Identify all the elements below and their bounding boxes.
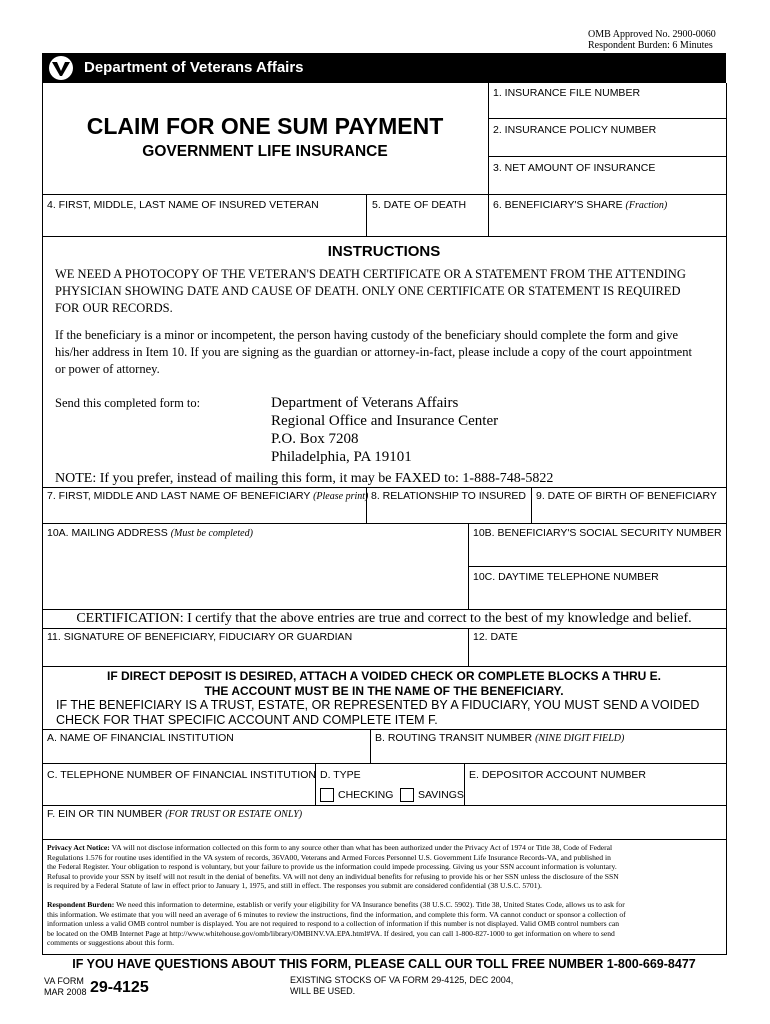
privacy-line: Regulations 1.576 for routine uses identified in the VA system of records, 36VA00, Veterans and Armed Forces Personnel U.S. Government Life Insurance Records-VA, and published in [47, 852, 611, 862]
burden-line: comments or suggestions about this form. [47, 938, 174, 948]
respondent-burden-label: Respondent Burden: [47, 900, 115, 909]
burden-line: We need this information to determine, establish or verify your eligibility for VA Insurance benefits (38 U.S.C. 5902). Title 38, United States Code, allows us to ask for [116, 900, 625, 909]
deposit-fiduciary-note [56, 698, 699, 728]
instr-line: FOR OUR RECORDS. [55, 301, 173, 315]
privacy-act-notice [47, 843, 727, 891]
financial-institution-field[interactable]: A. NAME OF FINANCIAL INSTITUTION [47, 732, 234, 744]
privacy-line: VA will not disclose information collected on this form to any source other than what has been authorized under the Privacy Act of 1974 or Title 38, Code of Federal [111, 843, 613, 852]
beneficiary-dob-field[interactable]: 9. DATE OF BIRTH OF BENEFICIARY [536, 490, 717, 502]
bank-phone-field[interactable]: C. TELEPHONE NUMBER OF FINANCIAL INSTITUTION [47, 769, 316, 781]
deposit-line-3: IF THE BENEFICIARY IS A TRUST, ESTATE, OR REPRESENTED BY A FIDUCIARY, YOU MUST SEND A VOIDED [56, 698, 700, 712]
deposit-line-1: IF DIRECT DEPOSIT IS DESIRED, ATTACH A VOIDED CHECK OR COMPLETE BLOCKS A THRU E. [106, 669, 662, 683]
instr-line: PHYSICIAN SHOWING DATE AND CAUSE OF DEATH. ONLY ONE CERTIFICATE OR STATEMENT IS REQUIRED [55, 284, 681, 298]
existing-stocks-note [290, 975, 513, 997]
checking-option[interactable] [320, 788, 393, 802]
veteran-name-field[interactable]: 4. FIRST, MIDDLE, LAST NAME OF INSURED VETERAN [47, 199, 319, 211]
instr-line: WE NEED A PHOTOCOPY OF THE VETERAN'S DEATH CERTIFICATE OR A STATEMENT FROM THE ATTENDING [55, 267, 686, 281]
form-date: MAR 2008 [44, 987, 87, 997]
signature-field[interactable]: 11. SIGNATURE OF BENEFICIARY, FIDUCIARY OR GUARDIAN [47, 631, 353, 643]
certification-text: CERTIFICATION: I certify that the above entries are true and correct to the best of my knowledge and belief. [76, 611, 692, 626]
burden-line: be located on the OMB Internet Page at http://www.whitehouse.gov/omb/library/OMBINV.VA.EPA.html#VA. If desired, you can call 1-800-827-1000 to get information on where to send [47, 928, 615, 938]
instr-line: or power of attorney. [55, 362, 160, 376]
routing-number-field[interactable] [375, 732, 624, 744]
beneficiary-name-field[interactable] [47, 490, 368, 502]
toll-free-notice: IF YOU HAVE QUESTIONS ABOUT THIS FORM, PLEASE CALL OUR TOLL FREE NUMBER 1-800-669-8477 [72, 957, 696, 971]
signature-date-field[interactable]: 12. DATE [473, 631, 518, 643]
mailing-address-note: (Must be completed) [170, 528, 253, 539]
send-label: Send this completed form to: [55, 396, 201, 410]
instructions-para-1 [55, 266, 686, 317]
routing-number-note: (NINE DIGIT FIELD) [535, 733, 625, 744]
address-line: Philadelphia, PA 19101 [271, 449, 412, 465]
account-type-label: D. TYPE [320, 769, 361, 781]
date-of-death-field[interactable]: 5. DATE OF DEATH [372, 199, 467, 211]
burden-line: this information. We estimate that you will need an average of 6 minutes to review the instructions, find the information, and complete this form. VA cannot conduct or sponsor a collection of [47, 909, 626, 919]
beneficiary-share-field[interactable] [493, 199, 667, 211]
respondent-burden-notice [47, 900, 727, 948]
privacy-line: Refusal to provide your SSN by itself will not result in the denial of benefits. VA will not deny an individual benefits for refusing to provide his or her SSN unless the disclosure of the SSN [47, 871, 619, 881]
instructions-heading: INSTRUCTIONS [327, 243, 441, 260]
net-amount-field[interactable]: 3. NET AMOUNT OF INSURANCE [493, 162, 656, 174]
form-title: CLAIM FOR ONE SUM PAYMENT [86, 113, 444, 139]
agency-name: Department of Veterans Affairs [84, 59, 304, 76]
mailing-address [271, 394, 498, 466]
form-subtitle: GOVERNMENT LIFE INSURANCE [142, 143, 388, 160]
ein-tin-label: F. EIN OR TIN NUMBER [47, 808, 163, 820]
form-id-block [44, 976, 87, 998]
stocks-line-2: WILL BE USED. [290, 986, 356, 996]
insurance-file-number-field[interactable]: 1. INSURANCE FILE NUMBER [493, 87, 641, 99]
beneficiary-name-label: 7. FIRST, MIDDLE AND LAST NAME OF BENEFICIARY [47, 490, 311, 502]
va-seal-icon [46, 55, 76, 81]
beneficiary-share-label: 6. BENEFICIARY'S SHARE [493, 199, 623, 211]
address-line: Regional Office and Insurance Center [271, 413, 499, 429]
insurance-policy-number-field[interactable]: 2. INSURANCE POLICY NUMBER [493, 124, 657, 136]
privacy-line: the Federal Register. Your obligation to respond is voluntary, but your failure to provide us the information could impede processing. Giving us your SSN account information is voluntary. [47, 862, 617, 872]
address-line: P.O. Box 7208 [271, 431, 359, 447]
omb-approved: OMB Approved No. 2900-0060 [588, 29, 716, 40]
form-frame [42, 83, 727, 955]
daytime-phone-field[interactable]: 10C. DAYTIME TELEPHONE NUMBER [473, 571, 659, 583]
relationship-field[interactable]: 8. RELATIONSHIP TO INSURED [371, 490, 527, 502]
deposit-line-2: THE ACCOUNT MUST BE IN THE NAME OF THE BENEFICIARY. [204, 684, 564, 698]
mailing-address-field[interactable] [47, 527, 253, 539]
instructions-para-2 [55, 327, 692, 378]
savings-checkbox[interactable] [400, 788, 414, 802]
routing-number-label: B. ROUTING TRANSIT NUMBER [375, 732, 533, 744]
omb-burden: Respondent Burden: 6 Minutes [588, 40, 713, 51]
header-bar [42, 53, 726, 83]
ein-tin-field[interactable] [47, 808, 302, 820]
burden-line: information unless a valid OMB control number is displayed. You are not required to respond to a collection of information if this number is not displayed. Valid OMB control numbers can [47, 919, 620, 929]
ein-tin-note: (FOR TRUST OR ESTATE ONLY) [165, 809, 303, 820]
instr-line: If the beneficiary is a minor or incompetent, the person having custody of the beneficiary should complete the form and give [55, 328, 679, 342]
stocks-line-1: EXISTING STOCKS OF VA FORM 29-4125, DEC 2004, [290, 975, 514, 985]
ssn-field[interactable]: 10B. BENEFICIARY'S SOCIAL SECURITY NUMBER [473, 527, 722, 539]
va-form-label: VA FORM [44, 976, 84, 986]
savings-option[interactable] [400, 788, 464, 802]
mailing-address-label: 10A. MAILING ADDRESS [47, 527, 168, 539]
address-line: Department of Veterans Affairs [271, 395, 459, 411]
checking-label: CHECKING [338, 788, 394, 801]
form-number: 29-4125 [90, 979, 149, 996]
deposit-line-4: CHECK FOR THAT SPECIFIC ACCOUNT AND COMPLETE ITEM F. [56, 713, 438, 727]
privacy-act-label: Privacy Act Notice: [47, 843, 110, 852]
deposit-heading [42, 669, 726, 699]
account-number-field[interactable]: E. DEPOSITOR ACCOUNT NUMBER [469, 769, 646, 781]
instr-line: his/her address in Item 10. If you are signing as the guardian or attorney-in-fact, please include a copy of the court appointment [55, 345, 692, 359]
fax-note: NOTE: If you prefer, instead of mailing this form, it may be FAXED to: 1-888-748-5822 [55, 471, 554, 486]
checking-checkbox[interactable] [320, 788, 334, 802]
privacy-line: is required by a Federal Statute of law in effect prior to January 1, 1975, and still in effect. The responses you submit are considered confidential (38 U.S.C. 5701). [47, 881, 542, 891]
omb-block [588, 29, 716, 51]
savings-label: SAVINGS [418, 788, 464, 801]
beneficiary-name-note: (Please print) [313, 491, 369, 502]
beneficiary-share-note: (Fraction) [625, 200, 668, 211]
